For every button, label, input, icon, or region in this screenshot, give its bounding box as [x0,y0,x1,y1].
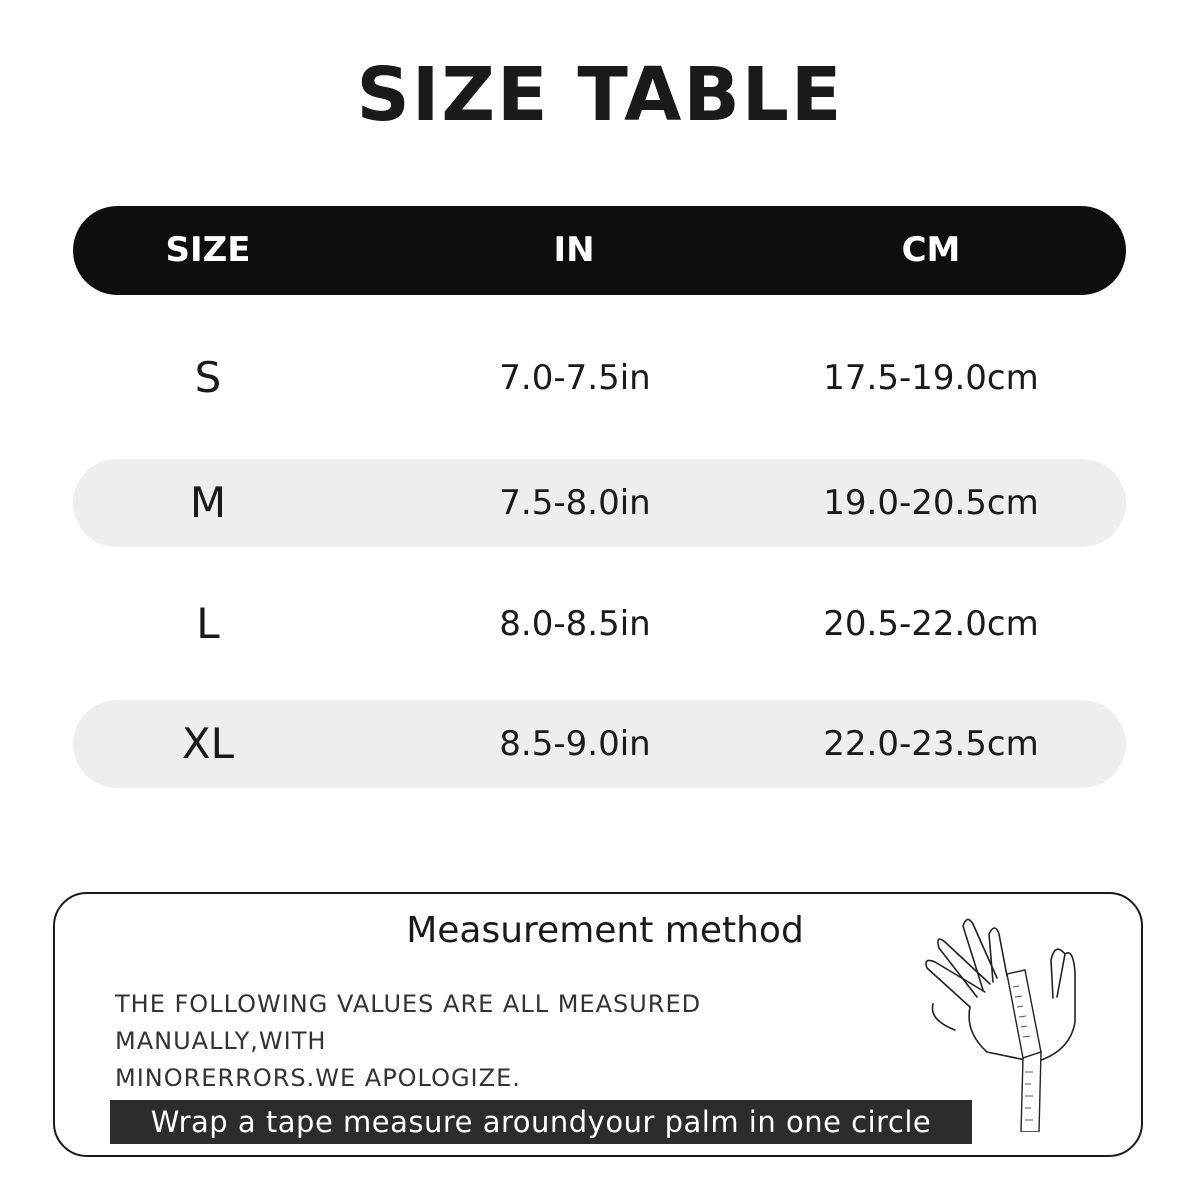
cell-cm: 17.5-19.0cm [823,358,1039,398]
note-line-2: MINORERRORS.WE APOLOGIZE. [115,1064,521,1092]
cell-cm: 22.0-23.5cm [823,724,1039,764]
header-in: IN [553,230,595,270]
cell-in: 7.0-7.5in [499,358,651,398]
cell-in: 7.5-8.0in [499,483,651,523]
table-row [73,580,1126,668]
cell-in: 8.0-8.5in [499,604,651,644]
table-row [73,334,1126,422]
cell-size: XL [181,719,235,768]
note-line-1: THE FOLLOWING VALUES ARE ALL MEASURED MANUALLY,WITH [115,990,702,1055]
header-size: SIZE [165,230,251,270]
table-row [73,700,1126,788]
cell-size: M [189,478,227,527]
measurement-panel [53,892,1143,1157]
hand-with-tape-measure-icon [915,912,1095,1132]
header-cm: CM [901,230,961,270]
cell-cm: 20.5-22.0cm [823,604,1039,644]
cell-in: 8.5-9.0in [499,724,651,764]
table-header [73,206,1126,295]
page-title: SIZE TABLE [356,52,844,138]
measurement-note [115,986,905,1097]
cell-cm: 19.0-20.5cm [823,483,1039,523]
table-row [73,459,1126,547]
measurement-title: Measurement method [406,910,804,951]
instruction-banner: Wrap a tape measure aroundyour palm in one circle [110,1100,972,1144]
cell-size: L [196,599,220,648]
cell-size: S [194,353,222,402]
